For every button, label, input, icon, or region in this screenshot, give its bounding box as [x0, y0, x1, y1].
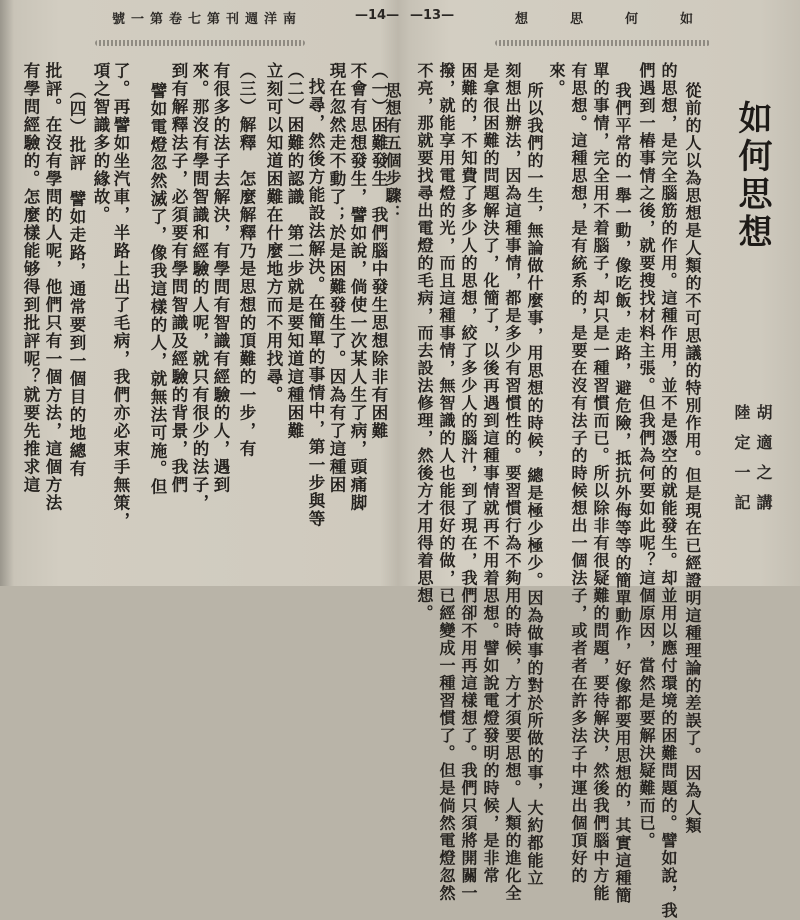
text-column: 來。	[547, 62, 566, 97]
text-column: （一）困難發生 我們腦中發生思想除非有困難	[369, 62, 388, 440]
text-column: 立刻可以知道困難在什麼地方而不用找尋。	[264, 62, 283, 404]
text-column: 不亮，那就要找尋出電燈的毛病，而去設法修理，然後方才用得着思想。	[415, 62, 434, 622]
left-page-number: —14—	[355, 8, 400, 23]
text-column: 刻想出辦法，因為這種事情，都是多少有習慣性的。要習慣行為不夠用的時候，方才須要思想。人類的進化全	[503, 62, 522, 902]
text-column: 到有解釋法子，必須要有學問智識及經驗的背景，我們	[169, 62, 188, 494]
text-column: 我們平常的一舉一動，像吃飯，走路，避危險，抵抗外侮等等的簡單動作，好像都要用思想的，其實這種簡	[613, 82, 632, 905]
text-column: 們遇到一樁事情之後，就要搜找材料主張。但我們為何要如此呢？這個原因，當然是要解決疑難而已。	[637, 62, 656, 850]
text-column: 找尋，然後方能設法解決。在簡單的事情中，第一步與等	[306, 78, 325, 528]
text-column: 不會有思想發生，譬如說，倘使一次某人生了病，頭痛脚	[348, 62, 367, 512]
text-column: 了。再譬如坐汽車，半路上出了毛病，我們亦必束手無策，	[111, 62, 130, 530]
text-column: （二）困難的認識 第二步就是要知道這種困難	[285, 62, 304, 440]
text-column: 撥，就能享用電燈的光，而且這種事情，無智識的人也能很好的做，已經變成一種習慣了。但是倘然電燈忽然	[437, 62, 456, 902]
text-column: 從前的人以為思想是人類的不可思議的特別作用。但是現在已經證明這種理論的差誤了。因為人類	[683, 82, 702, 835]
text-column: （三）解釋 怎麼解釋乃是思想的頂難的一步，有	[237, 62, 256, 458]
text-column: 批評。在沒有學問的人呢，他們只有一個方法，這個方法	[43, 62, 62, 512]
header-rule	[95, 40, 305, 46]
text-column: （四）批評 譬如走路，通常要到一個目的地總有	[67, 82, 86, 478]
text-column: 是拿很困難的問題解決了，化簡了，以後再遇到這種事情就再不用着思想。譬如說電燈發明的時候，是非常	[481, 62, 500, 885]
text-column: 項之智識多的緣故。	[91, 62, 110, 224]
text-column: 困難的，不知費了多少人的思想，絞了多少人的腦汁，到了現在，我們卻不用再這樣想了。我們只須將開關一	[459, 62, 478, 902]
left-page	[0, 0, 400, 586]
right-page-header: 想思何如	[515, 12, 736, 27]
right-page-number: —13—	[410, 8, 455, 23]
text-column: 現在忽然走不動了；於是困難發生了。因為有了這種困	[327, 62, 346, 494]
article-title: 如何思想	[732, 100, 772, 252]
text-column: 思想有五個步驟：	[383, 82, 402, 222]
text-column: 所以我們的一生，無論做什麼事，用思想的時候，總是極少極少。因為做事的對於所做的事，大約都能立	[525, 82, 544, 887]
text-column: 有學問經驗的。怎麼樣能够得到批評呢？就要先推求這	[21, 62, 40, 494]
text-column: 單的事情，完全用不着腦子，却只是一種習慣而已。所以除非有很疑難的問題，要待解決，然後我們腦中方能	[591, 62, 610, 902]
text-column: 有很多的法子去解決，有學問有智識有經驗的人，遇到	[211, 62, 230, 494]
right-page	[383, 0, 800, 920]
left-page-header: 號一第卷七第刊週洋南	[112, 12, 303, 27]
header-rule	[495, 40, 710, 46]
byline-speaker: 胡適之講	[754, 404, 773, 524]
text-column: 的思想，是完全腦筋的作用。這種作用，並不是憑空的就能發生。却並用以應付環境的困難問題的。譬如說，我	[659, 62, 678, 920]
byline-recorder: 陸定一記	[732, 404, 751, 524]
text-column: 有思想。這種思想，是有統系的，是要在沒有法子的時候想出一個法子，或者者在許多法子中運出個頂好的	[569, 62, 588, 885]
text-column: 來。那沒有學問智識和經驗的人呢，就只有很少的法子，	[190, 62, 209, 512]
text-column: 譬如電燈忽然滅了，像我這樣的人，就無法可施。但	[148, 82, 167, 496]
